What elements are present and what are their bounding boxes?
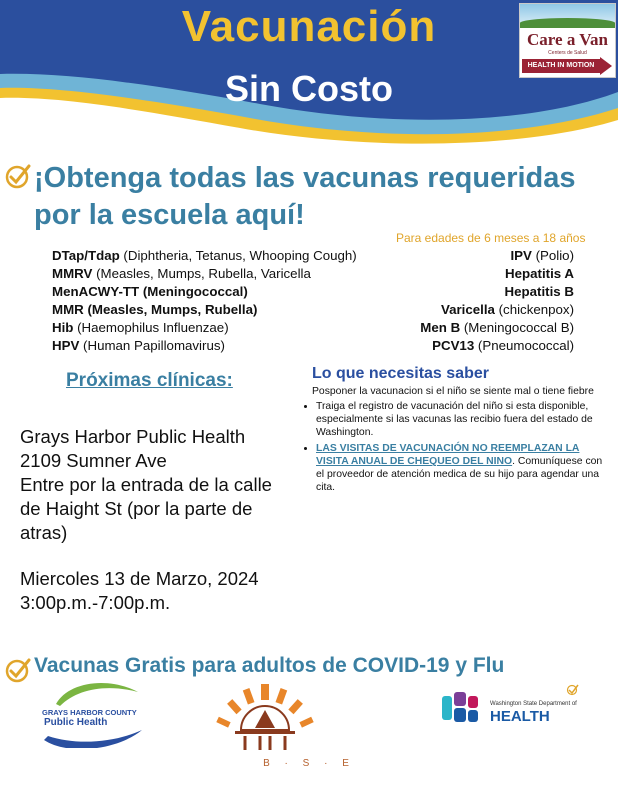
vaccine-item: DTap/Tdap (Diphtheria, Tetanus, Whooping Cough) (52, 248, 357, 263)
headline: ¡Obtenga todas las vacunas requeridas por la escuela aquí! (34, 162, 576, 231)
logo-name: Care a Van (527, 30, 608, 49)
grays-harbor-logo: GRAYS HARBOR COUNTY Public Health (38, 678, 158, 748)
needs-intro: Posponer la vacunacion si el niño se siente mal o tiene fiebre (312, 386, 594, 397)
vaccine-item: MMR (Measles, Mumps, Rubella) (52, 302, 258, 317)
doh-logo-text: HEALTH (490, 708, 550, 725)
vaccine-item: MMRV (Measles, Mumps, Rubella, Varicella (52, 266, 311, 281)
vaccine-item: Men B (Meningococcal B) (420, 320, 574, 335)
small-check-icon (566, 682, 580, 696)
vaccine-item: Varicella (chickenpox) (440, 302, 574, 317)
needs-heading: Lo que necesitas saber (312, 365, 489, 382)
address-line: Grays Harbor Public Health (20, 426, 246, 447)
needs-link[interactable]: LAS VISITAS DE VACUNACIÓN NO REEMPLAZAN LA VISITA ANUAL DE CHEQUEO DEL NINO (316, 443, 580, 467)
vaccine-list-left (52, 247, 357, 355)
clinic-address (20, 425, 340, 545)
needs-bullet: • LAS VISITAS DE VACUNACIÓN NO REEMPLAZAN LA VISITA ANUAL DE CHEQUEO DEL NINO. Comuníquese con el proveedor de atención medica de su hijo para agendar una cita. (316, 442, 608, 494)
doh-logo-subtext: Washington State Department of (490, 701, 577, 707)
vaccine-list-right (420, 247, 574, 355)
title: Vacunación (181, 2, 437, 51)
vaccine-item: Hepatitis B (504, 284, 574, 299)
vaccine-item: MenACWY-TT (Meningococcal) (52, 284, 248, 299)
clinic-time: 3:00p.m.-7:00p.m. (20, 592, 171, 613)
care-a-van-logo (519, 3, 616, 78)
needs-body (304, 385, 608, 497)
vaccine-item: Hib (Haemophilus Influenzae) (52, 320, 229, 335)
bse-sun-logo-icon (215, 684, 315, 756)
vaccine-item: IPV (Polio) (510, 248, 574, 263)
doh-logo-icon (440, 690, 486, 726)
bse-logo-text: B · S · E (263, 758, 355, 769)
address-line: Entre por la entrada de la calle (20, 474, 272, 495)
clinics-heading: Próximas clínicas: (66, 370, 233, 391)
address-line: atras) (20, 522, 68, 543)
vaccine-item: PCV13 (Pneumococcal) (432, 338, 574, 353)
checkmark-circle-icon (4, 656, 32, 684)
clinic-date-time (20, 567, 259, 615)
address-line: de Haight St (por la parte de (20, 498, 253, 519)
checkmark-circle-icon (4, 162, 32, 190)
vaccine-item: HPV (Human Papillomavirus) (52, 338, 225, 353)
clinic-date: Miercoles 13 de Marzo, 2024 (20, 568, 259, 589)
subtitle: Sin Costo (225, 68, 393, 109)
adult-vaccines-line: Vacunas Gratis para adultos de COVID-19 y Flu (34, 654, 505, 677)
ages-note: Para edades de 6 meses a 18 años (396, 231, 586, 245)
needs-bullet: • Traiga el registro de vacunación del niño si esta disponible, especialmente si las vacunas las recibio fuera del estado de Washington. (316, 400, 608, 439)
logo-bar-text: HEALTH IN MOTION (522, 59, 600, 73)
logo-tagline: Centers de Salud (548, 50, 587, 56)
vaccine-item: Hepatitis A (505, 266, 574, 281)
address-line: 2109 Sumner Ave (20, 450, 167, 471)
